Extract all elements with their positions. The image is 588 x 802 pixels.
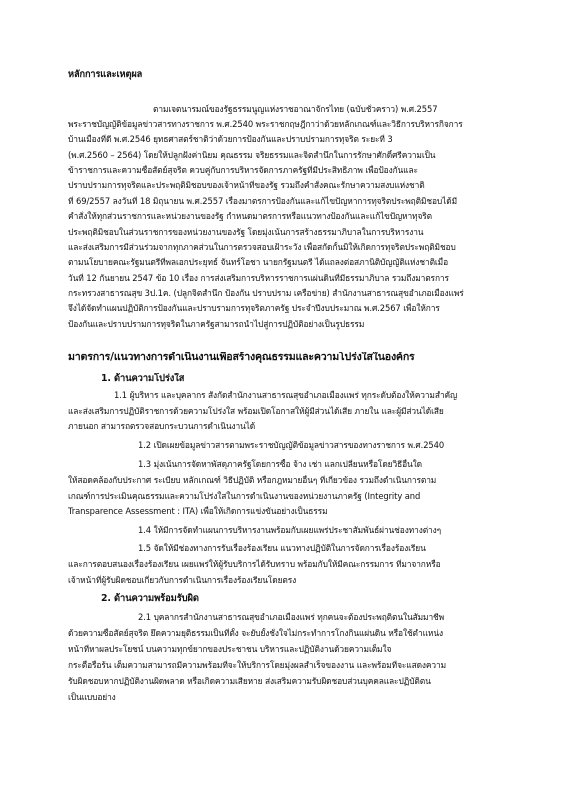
paragraph-line: และส่งเสริมการปฏิบัติราชการด้วยความโปร่งใส พร้อมเปิดโอกาสให้ผู้มีส่วนได้เสีย ภายใน และผู้มีส่วนได้เสีย xyxy=(68,406,444,416)
paragraph-line: ป้องกันและปราบปรามการทุจริตในภาครัฐสามารถนำไปสู่การปฏิบัติอย่างเป็นรูปธรรม xyxy=(68,319,365,329)
paragraph-line: ให้สอดคล้องกับประกาศ ระเบียบ หลักเกณฑ์ วิธีปฏิบัติ หรือกฎหมายอื่นๆ ที่เกี่ยวข้อง รวมถึงดำเนินการตาม xyxy=(68,475,437,485)
paragraph-line: กระตือรือร้น เต็มความสามารถมีความพร้อมที่จะให้บริการโดยมุ่งผลสำเร็จของงาน และพร้อมที่จะแสดงความ xyxy=(68,660,447,670)
paragraph-line: เกณฑ์การประเมินคุณธรรมและความโปร่งใสในการดำเนินงานของหน่วยงานภาครัฐ (Integrity and xyxy=(68,491,421,501)
paragraph-line: ข้าราชการและความซื่อสัตย์สุจริต ควบคู่กับการบริหารจัดการภาครัฐที่มีประสิทธิภาพ เพื่อป้องกันและ xyxy=(68,165,418,175)
paragraph-line: 1.2 เปิดเผยข้อมูลข่าวสารตามพระราชบัญญัติข้อมูลข่าวสารของทางราชการ พ.ศ.2540 xyxy=(138,440,445,450)
paragraph-line: ภายนอก สามารถตรวจสอบกระบวนการดำเนินงานได้ xyxy=(68,421,256,431)
section-heading-rationale: หลักการและเหตุผล xyxy=(68,69,143,80)
paragraph-line: 2.1 บุคลากรสำนักงานสาธารณสุขอำเภอเมืองแพร่ ทุกคนจะต้องประพฤติตนในสัมมาชีพ xyxy=(138,612,445,622)
paragraph-line: (พ.ศ.2560 – 2564) โดยให้ปลูกฝังค่านิยม คุณธรรม จริยธรรมและจิตสำนึกในการรักษาศักดิ์ศรีความเป็น xyxy=(68,150,436,160)
paragraph-line: จึงได้จัดทำแผนปฏิบัติการป้องกันและปราบรามการทุจริตภาครัฐ ประจำปีงบประมาณ พ.ศ.2567 เพื่อให้การ xyxy=(68,303,440,313)
subsection-title-transparency: 1. ด้านความโปร่งใส xyxy=(101,373,185,384)
paragraph-line: ด้วยความซื่อสัตย์สุจริต ยึดความยุติธรรมเป็นที่ตั้ง จะยับยั้งชั่งใจไม่กระทำการโกงกินแผ่นดิน หรือใช้ตำแหน่ง xyxy=(68,628,443,638)
paragraph-line: หน้าที่หาผลประโยชน์ บนความทุกข์ยากของประชาชน บริหารและปฏิบัติงานด้วยความเต็มใจ xyxy=(68,644,392,654)
paragraph-line: และการตอบสนองเรื่องร้องเรียน เผยแพร่ให้ผู้รับบริการได้รับทราบ พร้อมกับให้มีคณะกรรมการ ที่มาจากหรือ xyxy=(68,559,441,569)
paragraph-line: รับผิดชอบหากปฏิบัติงานผิดพลาด หรือเกิดความเสียหาย ส่งเสริมความรับผิดชอบส่วนบุคคลและปฏิบัติตน xyxy=(68,676,431,686)
paragraph-line: ที่ 69/2557 ลงวันที่ 18 มิถุนายน พ.ศ.2557 เรื่องมาตรการป้องกันและแก้ไขปัญหาการทุจริตประพฤติมิชอบได้มี xyxy=(68,196,457,206)
paragraph-line: พระราชบัญญัติข้อมูลข่าวสารทางราชการ พ.ศ.2540 พระราชกฤษฎีกาว่าด้วยหลักเกณฑ์และวิธีการบริหารกิจการ xyxy=(68,119,463,129)
paragraph-line: บ้านเมืองที่ดี พ.ศ.2546 ยุทธศาสตร์ชาติว่าด้วยการป้องกันและปราบปรามการทุจริต ระยะที่ 3 xyxy=(68,134,393,144)
paragraph-line: เป็นแบบอย่าง xyxy=(68,692,116,702)
paragraph-line: คำสั่งให้ทุกส่วนราชการและหน่วยงานของรัฐ กำหนดมาตรการหรือแนวทางป้องกันและแก้ไขปัญหาทุจริต xyxy=(68,211,433,221)
paragraph-line: ประพฤติมิชอบในส่วนราชการของหน่วยงานของรัฐ โดยมุ่งเน้นการสร้างธรรมาภิบาลในการบริหารงาน xyxy=(68,227,424,237)
paragraph-line: Transparence Assessment : ITA) เพื่อให้เกิดการแข่งขันอย่างเป็นธรรม xyxy=(68,506,328,516)
paragraph-line: 1.1 ผู้บริหาร และบุคลากร สังกัดสำนักงานสาธารณสุขอำเภอเมืองแพร่ ทุกระดับต้องให้ความสำคัญ xyxy=(114,390,458,400)
paragraph-line: 1.5 จัดให้มีช่องทางการรับเรื่องร้องเรียน แนวทางปฏิบัติในการจัดการเรื่องร้องเรียน xyxy=(138,543,426,553)
paragraph-line: วันที่ 12 กันยายน 2547 ข้อ 10 เรื่อง การส่งเสริมการบริหารราชการแผ่นดินที่มีธรรมาภิบาล รวมถึงมาตรการ xyxy=(68,273,449,283)
paragraph-line: ตามเจตนารมณ์ของรัฐธรรมนูญแห่งราชอาณาจักรไทย (ฉบับชั่วคราว) พ.ศ.2557 xyxy=(153,104,438,114)
paragraph-line: 1.3 มุ่งเน้นการจัดหาพัสดุภาครัฐโดยการซื้อ จ้าง เช่า แลกเปลี่ยนหรือโดยวิธีอื่นใด xyxy=(138,459,422,469)
paragraph-line: ปราบปรามการทุจริตและประพฤติมิชอบของเจ้าหน้าที่ของรัฐ รวมถึงคำสั่งคณะรักษาความสงบแห่งชาติ xyxy=(68,180,425,190)
section-heading-measures: มาตรการ/แนวทางการดำเนินงานเพื่อสร้างคุณธรรมและความโปร่งใสในองค์กร xyxy=(68,352,415,363)
paragraph-line: 1.4 ให้มีการจัดทำแผนการบริหารงานพร้อมกับเผยแพร่ประชาสัมพันธ์ผ่านช่องทางต่างๆ xyxy=(138,525,442,535)
paragraph-line: กระทรวงสาธารณสุข 3ป.1ค. (ปลูกจิตสำนึก ป้องกัน ปราบปราม เครือข่าย) สำนักงานสาธารณสุขอำเภอเมืองแพร่ xyxy=(68,288,464,298)
subsection-title-accountability: 2. ด้านความพร้อมรับผิด xyxy=(101,593,199,604)
paragraph-line: ตามนโยบายคณะรัฐมนตรีที่พลเอกประยุทธ์ จันทร์โอชา นายกรัฐมนตรี ได้แถลงต่อสภานิติบัญญัติแห่งชาติเมื่อ xyxy=(68,257,449,267)
paragraph-line: และส่งเสริมการมีส่วนร่วมจากทุกภาคส่วนในการตรวจสอบเฝ้าระวัง เพื่อสกัดกั้นมิให้เกิดการทุจริตประพฤติมิชอบ xyxy=(68,242,456,252)
paragraph-line: เจ้าหน้าที่ผู้รับผิดชอบเกี่ยวกับการดำเนินการเรื่องร้องเรียนโดยตรง xyxy=(68,575,297,585)
